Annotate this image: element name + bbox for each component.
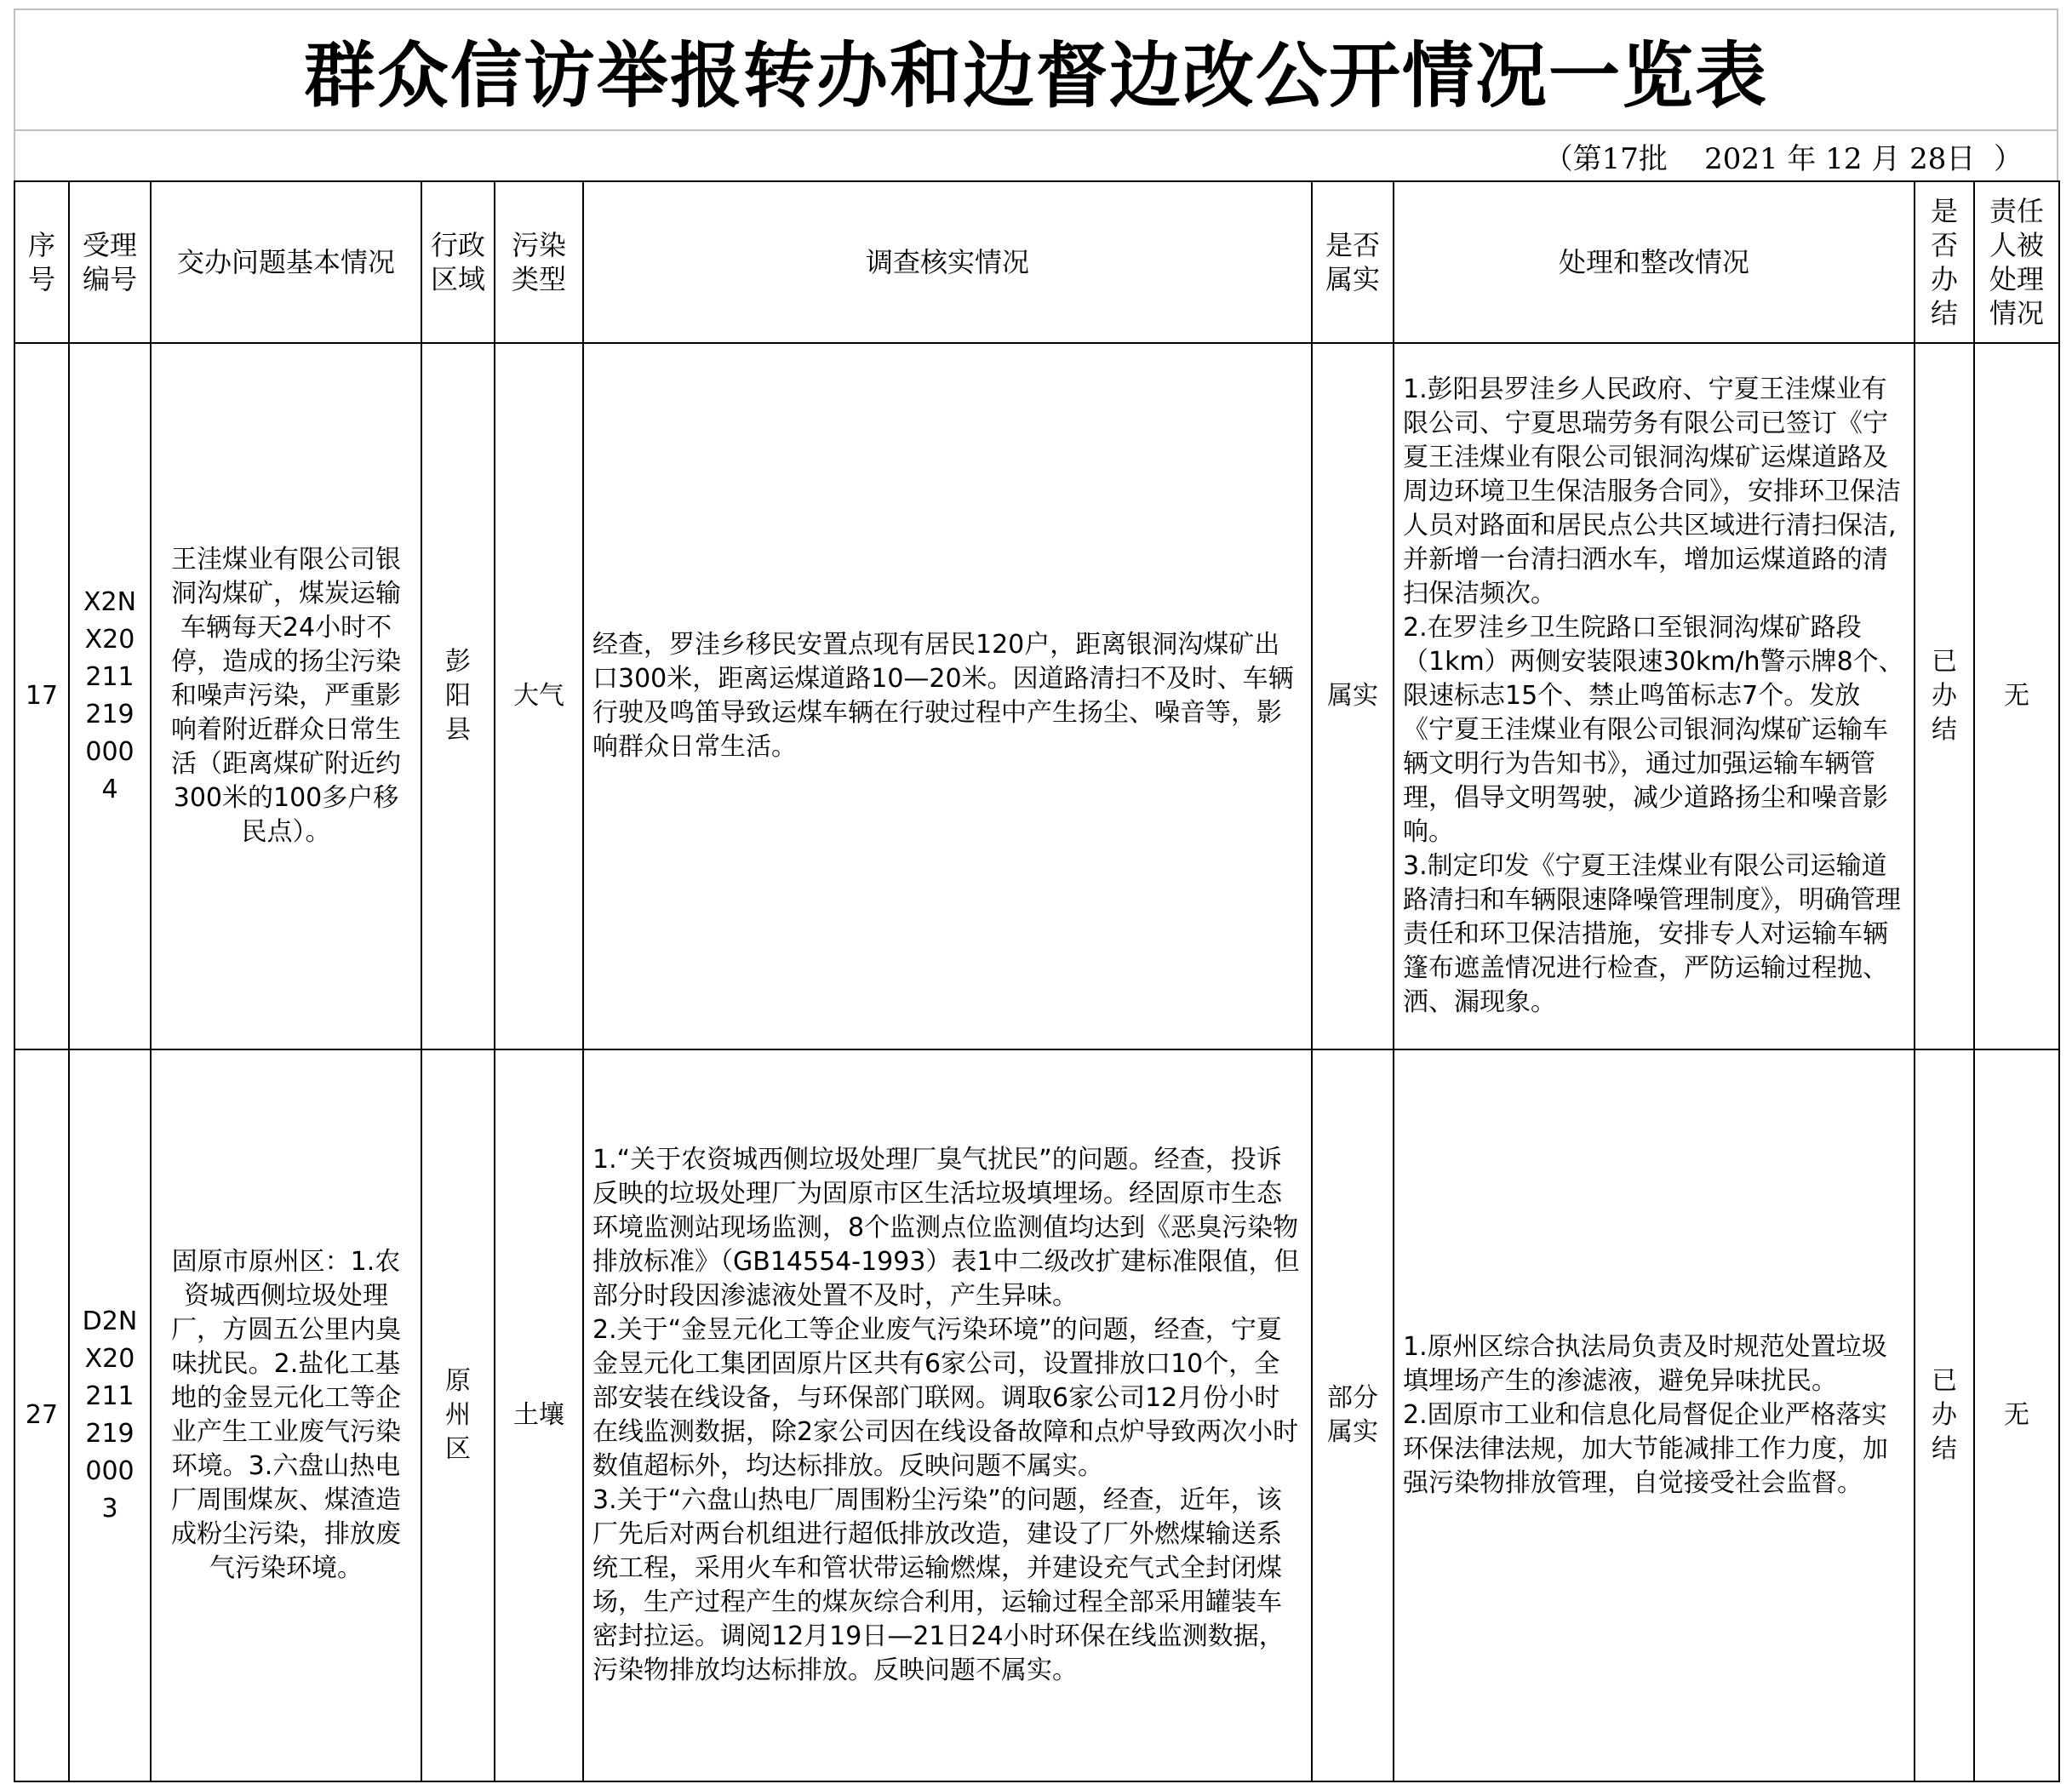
cell-investigation: 1.“关于农资城西侧垃圾处理厂臭气扰民”的问题。经查，投诉反映的垃圾处理厂为固原市区生活垃圾填埋场。经固原市生态环境监测站现场监测，8个监测点位监测值均达到《恶臭污染物排放标准》（GB14554-1993）表1中二级改扩建标准限值，但部分时段因渗滤液处置不及时，产生异味。 2.关于“金昱元化工等企业废气污染环境”的问题，经查，宁夏金昱元化工集团固原片区共有6家公司，设置排放口10个，全部安装在线设备，与环保部门联网。调取6家公司12月份小时在线监测数据，除2家公司因在线设备故障和点炉导致两次小时数值超标外，均达标排放。反映问题不属实。 3.关于“六盘山热电厂周围粉尘污染”的问题，经查，近年，该厂先后对两台机组进行超低排放改造，建设了厂外燃煤输送系统工程，采用火车和管状带运输燃煤，并建设充气式全封闭煤场，生产过程产生的煤灰综合利用，运输过程全部采用罐装车密封拉运。调阅12月19日—21日24小时环保在线监测数据，污染物排放均达标排放。反映问题不属实。 [583,1049,1312,1781]
header-accountability: 责任人被处理情况 [1974,181,2059,343]
cell-accountability: 无 [1974,1049,2059,1781]
cell-pollution: 土壤 [495,1049,583,1781]
report-table [14,180,2060,1782]
table-row [14,1049,2059,1781]
cell-verified: 属实 [1312,343,1394,1049]
header-verified: 是否属实 [1312,181,1394,343]
cell-handling: 1.原州区综合执法局负责及时规范处置垃圾填埋场产生的渗滤液，避免异味扰民。 2.固原市工业和信息化局督促企业严格落实环保法律法规，加大节能减排工作力度，加强污染物排放管理，自觉接受社会监督。 [1394,1049,1915,1781]
cell-investigation: 经查，罗洼乡移民安置点现有居民120户，距离银洞沟煤矿出口300米，距离运煤道路10—20米。因道路清扫不及时、车辆行驶及鸣笛导致运煤车辆在行驶过程中产生扬尘、噪音等，影响群众日常生活。 [583,343,1312,1049]
cell-verified: 部分属实 [1312,1049,1394,1781]
cell-basic: 固原市原州区：1.农资城西侧垃圾处理厂，方圆五公里内臭味扰民。2.盐化工基地的金昱元化工等企业产生工业废气污染环境。3.六盘山热电厂周围煤灰、煤渣造成粉尘污染，排放废气污染环境。 [151,1049,421,1781]
cell-closed: 已办结 [1915,343,1974,1049]
header-seq: 序号 [14,181,69,343]
cell-seq: 17 [14,343,69,1049]
cell-id: D2NX20211219000 3 [69,1049,151,1781]
cell-pollution: 大气 [495,343,583,1049]
batch-date: （第17批 2021 年 12 月 28日 ） [14,129,2058,180]
header-basic: 交办问题基本情况 [151,181,421,343]
table-row [14,343,2059,1049]
header-investigation: 调查核实情况 [583,181,1312,343]
cell-region: 原州区 [421,1049,495,1781]
page-title: 群众信访举报转办和边督边改公开情况一览表 [14,9,2058,129]
header-handling: 处理和整改情况 [1394,181,1915,343]
header-closed: 是否办结 [1915,181,1974,343]
document-sheet [14,9,2058,1782]
header-region: 行政区域 [421,181,495,343]
cell-id: X2NX20211219000 4 [69,343,151,1049]
cell-region: 彭阳县 [421,343,495,1049]
cell-basic: 王洼煤业有限公司银洞沟煤矿，煤炭运输车辆每天24小时不停，造成的扬尘污染和噪声污染，严重影响着附近群众日常生活（距离煤矿附近约300米的100多户移民点）。 [151,343,421,1049]
cell-handling: 1.彭阳县罗洼乡人民政府、宁夏王洼煤业有限公司、宁夏思瑞劳务有限公司已签订《宁夏王洼煤业有限公司银洞沟煤矿运煤道路及周边环境卫生保洁服务合同》，安排环卫保洁人员对路面和居民点公共区域进行清扫保洁,并新增一台清扫洒水车，增加运煤道路的清扫保洁频次。 2.在罗洼乡卫生院路口至银洞沟煤矿路段（1km）两侧安装限速30km/h警示牌8个、限速标志15个、禁止鸣笛标志7个。发放《宁夏王洼煤业有限公司银洞沟煤矿运输车辆文明行为告知书》，通过加强运输车辆管理，倡导文明驾驶，减少道路扬尘和噪音影响。 3.制定印发《宁夏王洼煤业有限公司运输道路清扫和车辆限速降噪管理制度》，明确管理责任和环卫保洁措施，安排专人对运输车辆篷布遮盖情况进行检查，严防运输过程抛、洒、漏现象。 [1394,343,1915,1049]
header-id: 受理编号 [69,181,151,343]
cell-accountability: 无 [1974,343,2059,1049]
cell-closed: 已办结 [1915,1049,1974,1781]
cell-seq: 27 [14,1049,69,1781]
header-row [14,181,2059,343]
header-pollution: 污染类型 [495,181,583,343]
